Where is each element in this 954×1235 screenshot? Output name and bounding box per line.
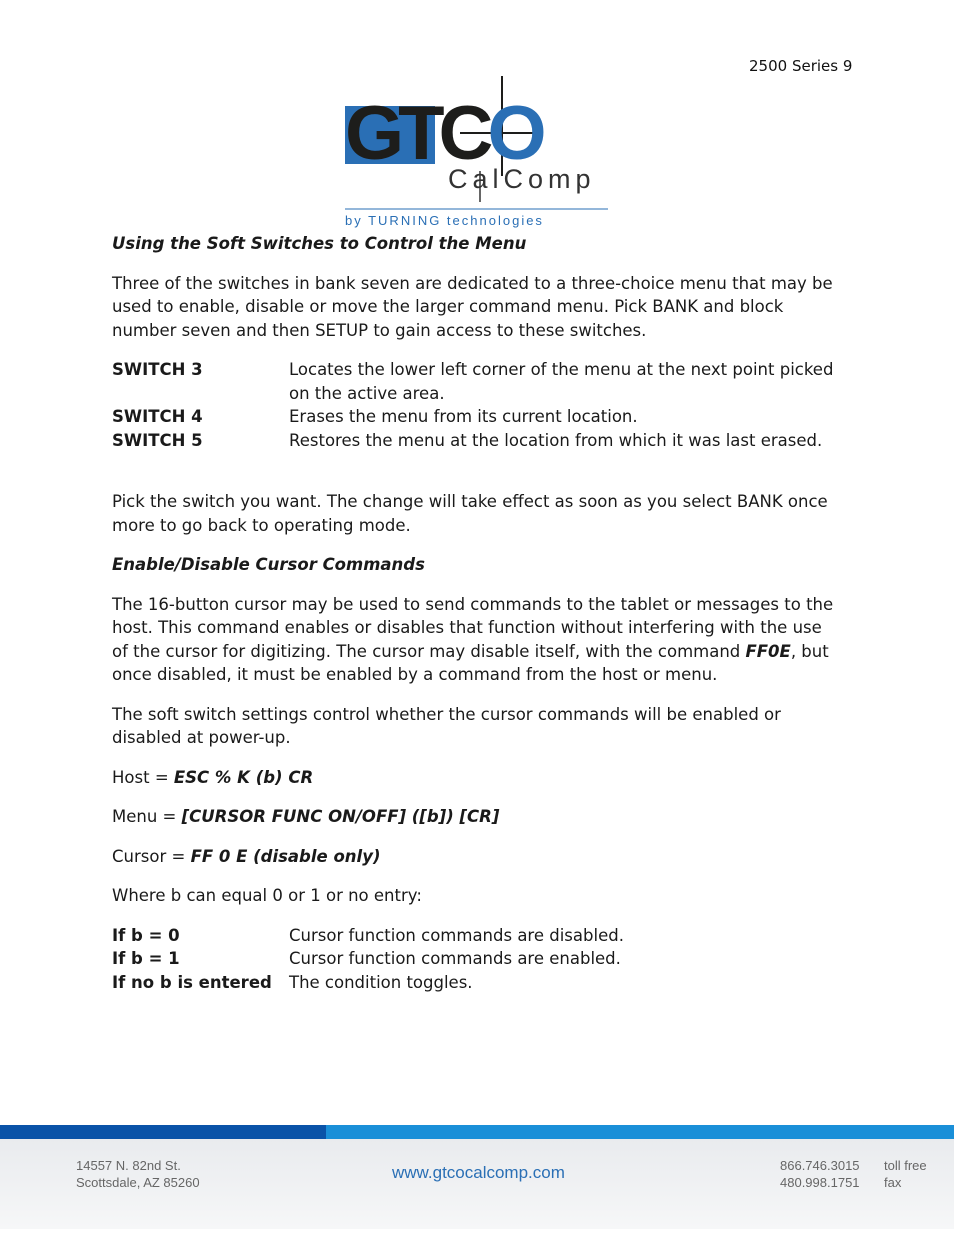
logo-tagline: by TURNING technologies <box>345 213 544 228</box>
gtco-calcomp-logo <box>340 76 615 236</box>
label-fax: fax <box>884 1175 902 1190</box>
cursor-syntax <box>112 845 842 869</box>
condition-term: If b = 0 <box>112 925 180 945</box>
condition-term: If no b is entered <box>112 972 272 992</box>
footer-phone-labels <box>884 1157 927 1191</box>
footer-phones <box>780 1157 860 1191</box>
cursor-label: Cursor = <box>112 846 191 866</box>
phone-fax: 480.998.1751 <box>780 1175 860 1190</box>
menu-syntax <box>112 805 842 829</box>
document-body <box>112 232 842 1010</box>
footer-accent-bar-dark <box>0 1125 326 1139</box>
address-line-2: Scottsdale, AZ 85260 <box>76 1175 200 1190</box>
switch-row <box>112 358 842 405</box>
soft-switches-intro: Three of the switches in bank seven are dedicated to a three-choice menu that may be used to enable, disable or move the larger command menu. Pick BANK and block number seven and then SETUP to gain access to these switches. <box>112 273 833 340</box>
switch-term: SWITCH 5 <box>112 430 203 450</box>
para1-command: FF0E <box>745 641 791 661</box>
where-b-text: Where b can equal 0 or 1 or no entry: <box>112 886 422 905</box>
condition-row <box>112 947 842 971</box>
label-toll-free: toll free <box>884 1158 927 1173</box>
cursor-commands-para1 <box>112 593 842 687</box>
condition-row <box>112 971 842 995</box>
logo-wordmark <box>345 91 541 176</box>
menu-label: Menu = <box>112 807 182 826</box>
menu-command: [CURSOR FUNC ON/OFF] ([b]) [CR] <box>181 807 500 826</box>
spacer <box>112 468 842 490</box>
switch-desc: Locates the lower left corner of the menu at the next point picked on the active area. <box>289 360 834 403</box>
switch-desc: Restores the menu at the location from which it was last erased. <box>289 430 823 450</box>
footer-address <box>76 1157 200 1191</box>
cursor-command: FF 0 E (disable only) <box>190 846 381 866</box>
logo-calcomp: CalComp <box>448 164 596 194</box>
condition-desc: Cursor function commands are enabled. <box>289 949 621 968</box>
condition-term: If b = 1 <box>112 949 180 968</box>
host-syntax <box>112 766 842 790</box>
page-number: 2500 Series 9 <box>749 57 853 75</box>
condition-desc: Cursor function commands are disabled. <box>289 925 624 945</box>
condition-row <box>112 924 842 948</box>
switch-term: SWITCH 4 <box>112 407 203 426</box>
soft-switches-outro: Pick the switch you want. The change will take effect as soon as you select BANK once more to go back to operating mode. <box>112 492 828 535</box>
para1-text-a: The 16-button cursor may be used to send commands to the tablet or messages to the host. This command enables or disables that function without interfering with the use of the cursor for digitizing. The cursor may disable itself, with the command <box>112 594 834 661</box>
address-line-1: 14557 N. 82nd St. <box>76 1158 181 1173</box>
switch-term: SWITCH 3 <box>112 360 203 379</box>
section-heading-soft-switches: Using the Soft Switches to Control the Menu <box>112 234 527 253</box>
switch-desc: Erases the menu from its current location. <box>289 407 638 426</box>
condition-desc: The condition toggles. <box>289 972 473 992</box>
footer-website-link[interactable]: www.gtcocalcomp.com <box>392 1163 565 1182</box>
cursor-commands-para2: The soft switch settings control whether the cursor commands will be enabled or disabled at power-up. <box>112 704 781 747</box>
logo-gtc: GTC <box>345 91 488 176</box>
switch-row <box>112 405 842 429</box>
switch-list <box>112 358 842 452</box>
switch-row <box>112 429 842 453</box>
para1-text-b: , but once disabled, it must be enabled by a command from the host or menu. <box>112 641 829 684</box>
condition-list <box>112 924 842 995</box>
phone-toll-free: 866.746.3015 <box>780 1158 860 1173</box>
section-heading-cursor-commands: Enable/Disable Cursor Commands <box>112 555 425 574</box>
logo-o: O <box>487 91 541 176</box>
host-label: Host = <box>112 767 174 787</box>
footer <box>0 1139 954 1229</box>
host-command: ESC % K (b) CR <box>173 767 314 787</box>
